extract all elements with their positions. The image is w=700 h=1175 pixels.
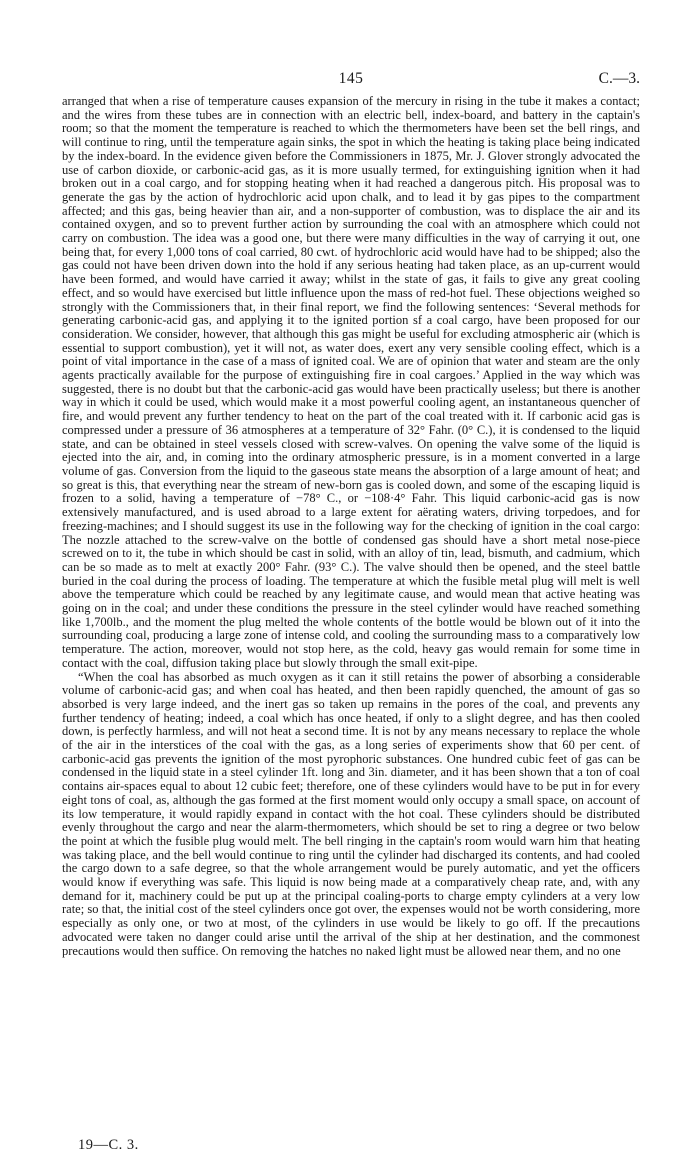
signature-mark: 19—C. 3. [78, 1137, 139, 1153]
page-header [62, 70, 640, 92]
page-number: 145 [338, 70, 364, 87]
paragraph-coal-cargo-ignition: arranged that when a rise of temperature causes expansion of the mercury in rising in the tube it makes a contact; and the wires from these tubes are in connection with an electric bell, index-board, and battery in the captain's room; so that the moment the temperature is reached to which the thermometers have been set the bell rings, and will continue to ring, until the temperature again sinks, the spot in which the heating is taking place being indicated by the index-board. In the evidence given before the Commissioners in 1875, Mr. J. Glover strongly advocated the use of carbon dioxide, or carbonic-acid gas, as it is more usually termed, for extinguishing ignition when it had broken out in a coal cargo, and for stopping heating when it had reached a dangerous pitch. His proposal was to generate the gas by the action of hydrochloric acid upon chalk, and to lead it by gas pipes to the compartment affected; and this gas, being heavier than air, and a non-supporter of combustion, was to displace the air and its contained oxygen, and so to prevent further action by surrounding the coal with an atmosphere which could not carry on combustion. The idea was a good one, but there were many difficulties in the way of carrying it out, one being that, for every 1,000 tons of coal carried, 80 cwt. of hydrochloric acid would have had to be shipped; also the gas could not have been driven down into the hold if any serious heating had taken place, as an up-current would have been formed, and would have carried it away; whilst in the state of gas, it fails to give any great cooling effect, and so would have exercised but little influence upon the mass of red-hot fuel. These objections weighed so strongly with the Commissioners that, in their final report, we find the following sentences: ‘Several methods for generating carbonic-acid gas, and applying it to the ignited portion sf a coal cargo, have been proposed for our consideration. We consider, however, that although this gas might be useful for excluding atmospheric air (which is essential to support combustion), yet it will not, as water does, exert any very sensible cooling effect, which is a point of vital importance in the case of a mass of ignited coal. We are of opinion that water and steam are the only agents practically available for the purpose of extinguishing fire in coal cargoes.’ Applied in the way which was suggested, there is no doubt but that the carbonic-acid gas would have been practically useless; but there is another way in which it could be used, which would make it a most powerful cooling agent, an instantaneous quencher of fire, and would prevent any further tendency to heat on the part of the coal treated with it. If carbonic acid gas is compressed under a pressure of 36 atmospheres at a temperature of 32° Fahr. (0° C.), it is condensed to the liquid state, and can be obtained in steel vessels closed with screw-valves. On opening the valve some of the liquid is ejected into the air, and, in coming into the ordinary atmospheric pressure, is in a moment converted in a large volume of gas. Conversion from the liquid to the gaseous state means the absorption of a large amount of heat; and so great is this, that everything near the stream of new-born gas is cooled down, and some of the escaping liquid is frozen to a solid, having a temperature of −78° C., or −108·4° Fahr. This liquid carbonic-acid gas is now extensively manufactured, and is used abroad to a large extent for aërating waters, driving torpedoes, and for freezing-machines; and I should suggest its use in the following way for the checking of ignition in the coal cargo: The nozzle attached to the screw-valve on the bottle of condensed gas should have a short metal nose-piece screwed on to it, the tube in which should be cast in solid, with an alloy of tin, lead, bismuth, and cadmium, which can be so made as to melt at exactly 200° Fahr. (93° C.). The valve should then be opened, and the steel battle buried in the coal during the process of loading. The temperature at which the fusible metal plug will melt is well above the temperature which could be reached by any legitimate cause, and would mean that active heating was going on in the coal; and under these conditions the pressure in the steel cylinder would have reached something like 1,700lb., and the moment the plug melted the whole contents of the bottle would be blown out of it into the surrounding coal, producing a large zone of intense cold, and cooling the surrounding mass to a comparatively low temperature. The action, moreover, would not stop here, as the cold, heavy gas would remain for some time in contact with the coal, diffusion taking place but slowly through the small exit-pipe. [62, 94, 640, 670]
body-text [62, 95, 640, 958]
paragraph-oxygen-absorption: “When the coal has absorbed as much oxygen as it can it still retains the power of absorbing a considerable volume of carbonic-acid gas; and when coal has heated, and then been rapidly quenched, the amount of gas so absorbed is very large indeed, and the inert gas so taken up remains in the pores of the coal, and prevents any further tendency of heating; indeed, a coal which has once heated, if only to a slight degree, and has then cooled down, is perfectly harmless, and will not heat a second time. It is not by any means necessary to replace the whole of the air in the interstices of the coal with the gas, as a long series of experiments show that 60 per cent. of carbonic-acid gas prevents the ignition of the most pyrophoric substances. One hundred cubic feet of gas can be condensed in the liquid state in a steel cylinder 1ft. long and 3in. diameter, and it has been shown that a ton of coal contains air-spaces equal to about 12 cubic feet; therefore, one of these cylinders would have to be put in for every eight tons of coal, as, although the gas formed at the first moment would only occupy a small space, on account of its low temperature, it would rapidly expand in contact with the hot coal. These cylinders should be distributed evenly throughout the cargo and near the alarm-thermometers, which should be set to ring a degree or two below the point at which the fusible plug would melt. The bell ringing in the captain's room would warn him that heating was taking place, and the bell would continue to ring until the cylinder had discharged its contents, and had cooled the cargo down to a safe degree, so that the whole arrangement would be purely automatic, and yet the officers would know if everything was safe. This liquid is now being made at a comparatively cheap rate, and, with any demand for it, machinery could be put up at the principal coaling-ports to charge empty cylinders at a very low rate; so that, the initial cost of the steel cylinders once got over, the expenses would not be worth considering, more especially as only one, or two at most, of the cylinders in use would be likely to go off. If the precautions advocated were taken no danger could arise until the arrival of the ship at her destination, and the commonest precautions would then suffice. On removing the hatches no naked light must be allowed near them, and no one [62, 669, 640, 958]
document-reference: C.—3. [598, 70, 640, 87]
